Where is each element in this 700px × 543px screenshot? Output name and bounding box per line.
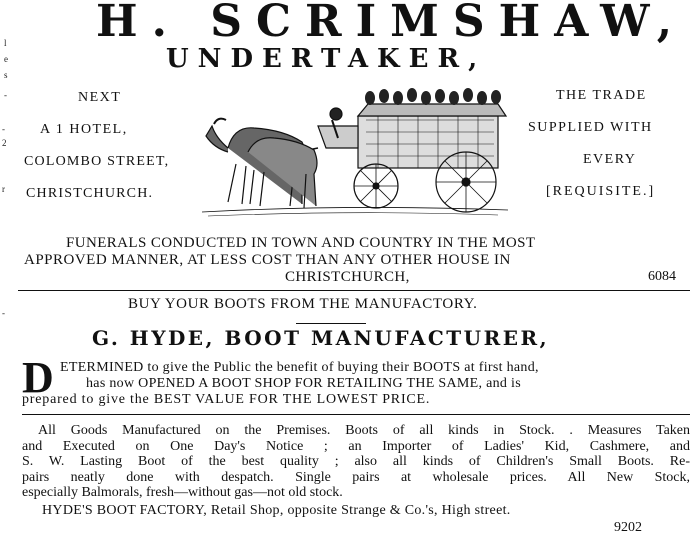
advert-headline: BUY YOUR BOOTS FROM THE MANUFACTORY. bbox=[128, 296, 478, 312]
ad-number: 6084 bbox=[648, 269, 676, 284]
intro-line: ETERMINED to give the Public the benefit of buying their BOOTS at first hand, bbox=[60, 360, 539, 375]
fragment-char: e bbox=[4, 54, 8, 64]
fragment-char: 2 bbox=[2, 138, 7, 148]
body-line: and Executed on One Day's Notice ; an Importer of Ladies' Kid, Cashmere, and bbox=[22, 438, 690, 454]
trade-note-line: [REQUISITE.] bbox=[546, 184, 656, 199]
fragment-char: l bbox=[4, 38, 7, 48]
address-line: CHRISTCHURCH. bbox=[26, 186, 154, 201]
hearse-illustration bbox=[198, 86, 520, 220]
body-line: especially Balmorals, fresh—without gas—not old stock. bbox=[22, 485, 343, 501]
intro-line: has now OPENED A BOOT SHOP FOR RETAILING THE SAME, and is bbox=[86, 376, 521, 391]
fragment-char: - bbox=[4, 90, 7, 100]
divider-rule bbox=[18, 290, 690, 291]
name-underline bbox=[296, 323, 366, 324]
address-line: A 1 HOTEL, bbox=[40, 122, 128, 137]
advert-trade: UNDERTAKER, bbox=[166, 44, 487, 74]
address-line: COLOMBO STREET, bbox=[24, 154, 170, 169]
funerals-line: CHRISTCHURCH, bbox=[285, 269, 410, 285]
ad-number: 9202 bbox=[614, 520, 642, 535]
trade-note-line: EVERY bbox=[583, 152, 637, 167]
advert-name: H. SCRIMSHAW, bbox=[96, 0, 687, 47]
body-line: S. W. Lasting Boot of the best quality ; also all kinds of Children's Small Boots. Re- bbox=[22, 454, 690, 470]
factory-line: HYDE'S BOOT FACTORY, Retail Shop, opposite Strange & Co.'s, High street. bbox=[42, 503, 511, 518]
divider-rule bbox=[22, 414, 690, 415]
fragment-char: - bbox=[2, 308, 5, 318]
fragment-char: - bbox=[2, 124, 5, 134]
address-line: NEXT bbox=[78, 90, 122, 105]
body-paragraph bbox=[22, 423, 690, 501]
drop-cap: D bbox=[22, 353, 54, 402]
advert-name: G. HYDE, BOOT MANUFACTURER, bbox=[92, 326, 550, 350]
body-line: All Goods Manufactured on the Premises. Boots of all kinds in Stock. . Measures Taken bbox=[38, 423, 690, 438]
funerals-line: FUNERALS CONDUCTED IN TOWN AND COUNTRY IN THE MOST bbox=[66, 235, 536, 251]
intro-line: prepared to give the BEST VALUE FOR THE LOWEST PRICE. bbox=[22, 392, 431, 407]
body-line: pairs neatly done with despatch. Single pairs at wholesale prices. All New Stock, bbox=[22, 469, 690, 485]
funerals-line: APPROVED MANNER, AT LESS COST THAN ANY OTHER HOUSE IN bbox=[24, 252, 511, 268]
fragment-char: s bbox=[4, 70, 8, 80]
fragment-char: r bbox=[2, 184, 5, 194]
trade-note-line: SUPPLIED WITH bbox=[528, 120, 653, 135]
trade-note-line: THE TRADE bbox=[556, 88, 647, 103]
